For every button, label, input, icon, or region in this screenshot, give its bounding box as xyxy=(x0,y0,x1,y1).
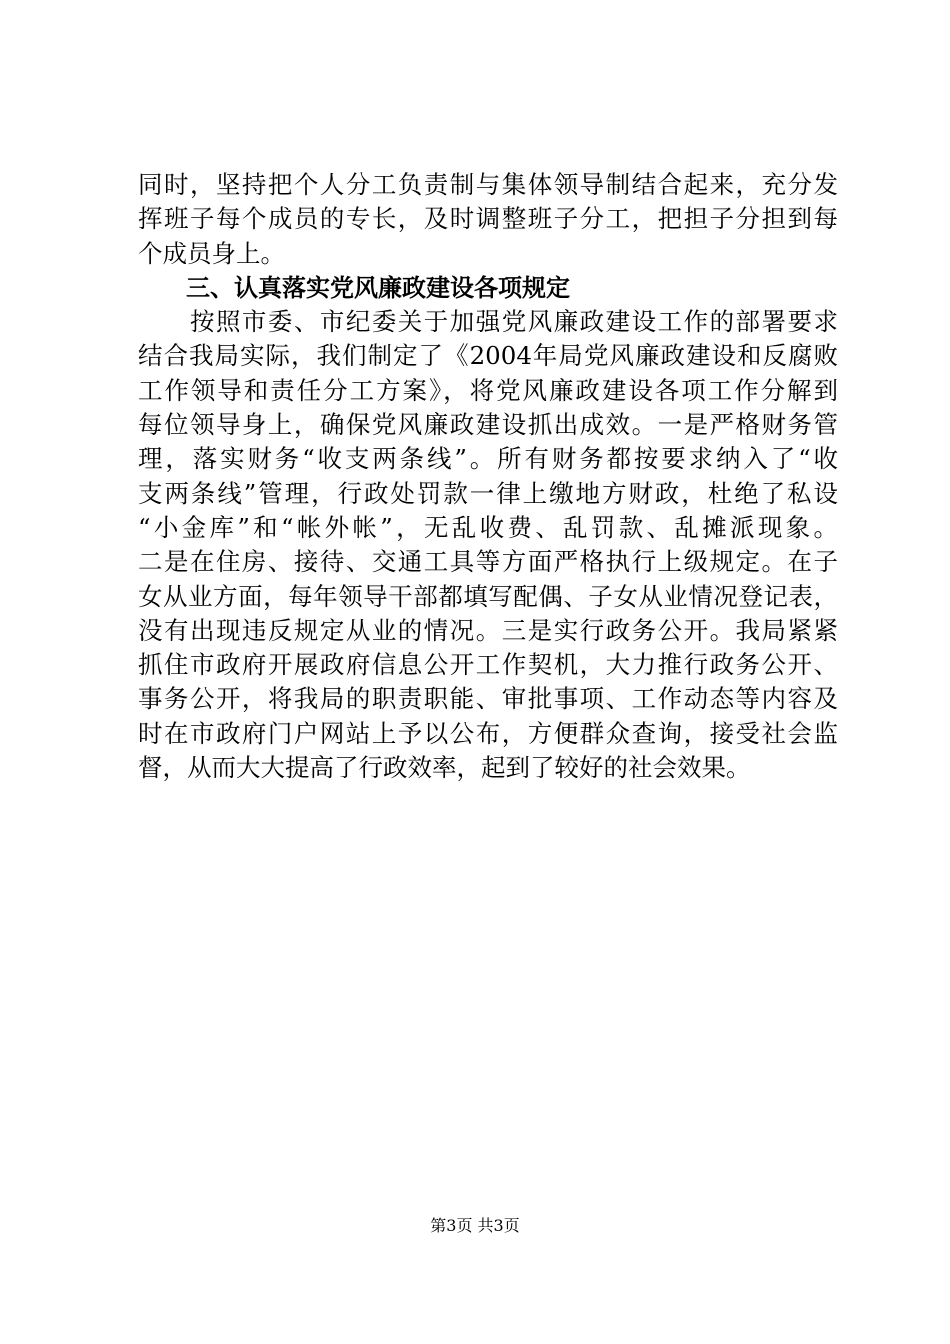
text-line: 工作领导和责任分工方案》，将党风廉政建设各项工作分解到 xyxy=(138,375,838,405)
text-line: 按照市委、市纪委关于加强党风廉政建设工作的部署要求 xyxy=(138,307,838,337)
text-line: 时在市政府门户网站上予以公布，方便群众查询，接受社会监 xyxy=(138,718,838,748)
text-line: 二是在住房、接待、交通工具等方面严格执行上级规定。在子 xyxy=(138,547,838,577)
text-line: 结合我局实际，我们制定了《2004年局党风廉政建设和反腐败 xyxy=(138,341,838,371)
text-line: 同时，坚持把个人分工负责制与集体领导制结合起来，充分发 xyxy=(138,170,838,199)
text-line: 挥班子每个成员的专长，及时调整班子分工，把担子分担到每 xyxy=(138,204,838,234)
text-line: 支两条线”管理，行政处罚款一律上缴地方财政，杜绝了私设 xyxy=(138,478,838,508)
page-total: 共3页 xyxy=(477,1216,520,1235)
text-line: 女从业方面，每年领导干部都填写配偶、子女从业情况登记表， xyxy=(138,581,838,611)
text-line: 理，落实财务“收支两条线”。所有财务都按要求纳入了“收 xyxy=(138,444,838,474)
text-line: 没有出现违反规定从业的情况。三是实行政务公开。我局紧紧 xyxy=(138,615,838,645)
text-line: 事务公开，将我局的职责职能、审批事项、工作动态等内容及 xyxy=(138,684,838,714)
text-line: “小金库”和“帐外帐”，无乱收费、乱罚款、乱摊派现象。 xyxy=(138,512,838,542)
text-line: 每位领导身上，确保党风廉政建设抓出成效。一是严格财务管 xyxy=(138,410,838,440)
page-number: 第3页 xyxy=(430,1216,473,1235)
text-line: 抓住市政府开展政府信息公开工作契机，大力推行政务公开、 xyxy=(138,650,838,680)
section-heading: 三、认真落实党风廉政建设各项规定 xyxy=(186,273,570,302)
document-body xyxy=(138,168,838,785)
text-line: 督，从而大大提高了行政效率，起到了较好的社会效果。 xyxy=(138,753,751,783)
page-footer xyxy=(0,1216,950,1236)
text-line: 个成员身上。 xyxy=(138,238,285,268)
